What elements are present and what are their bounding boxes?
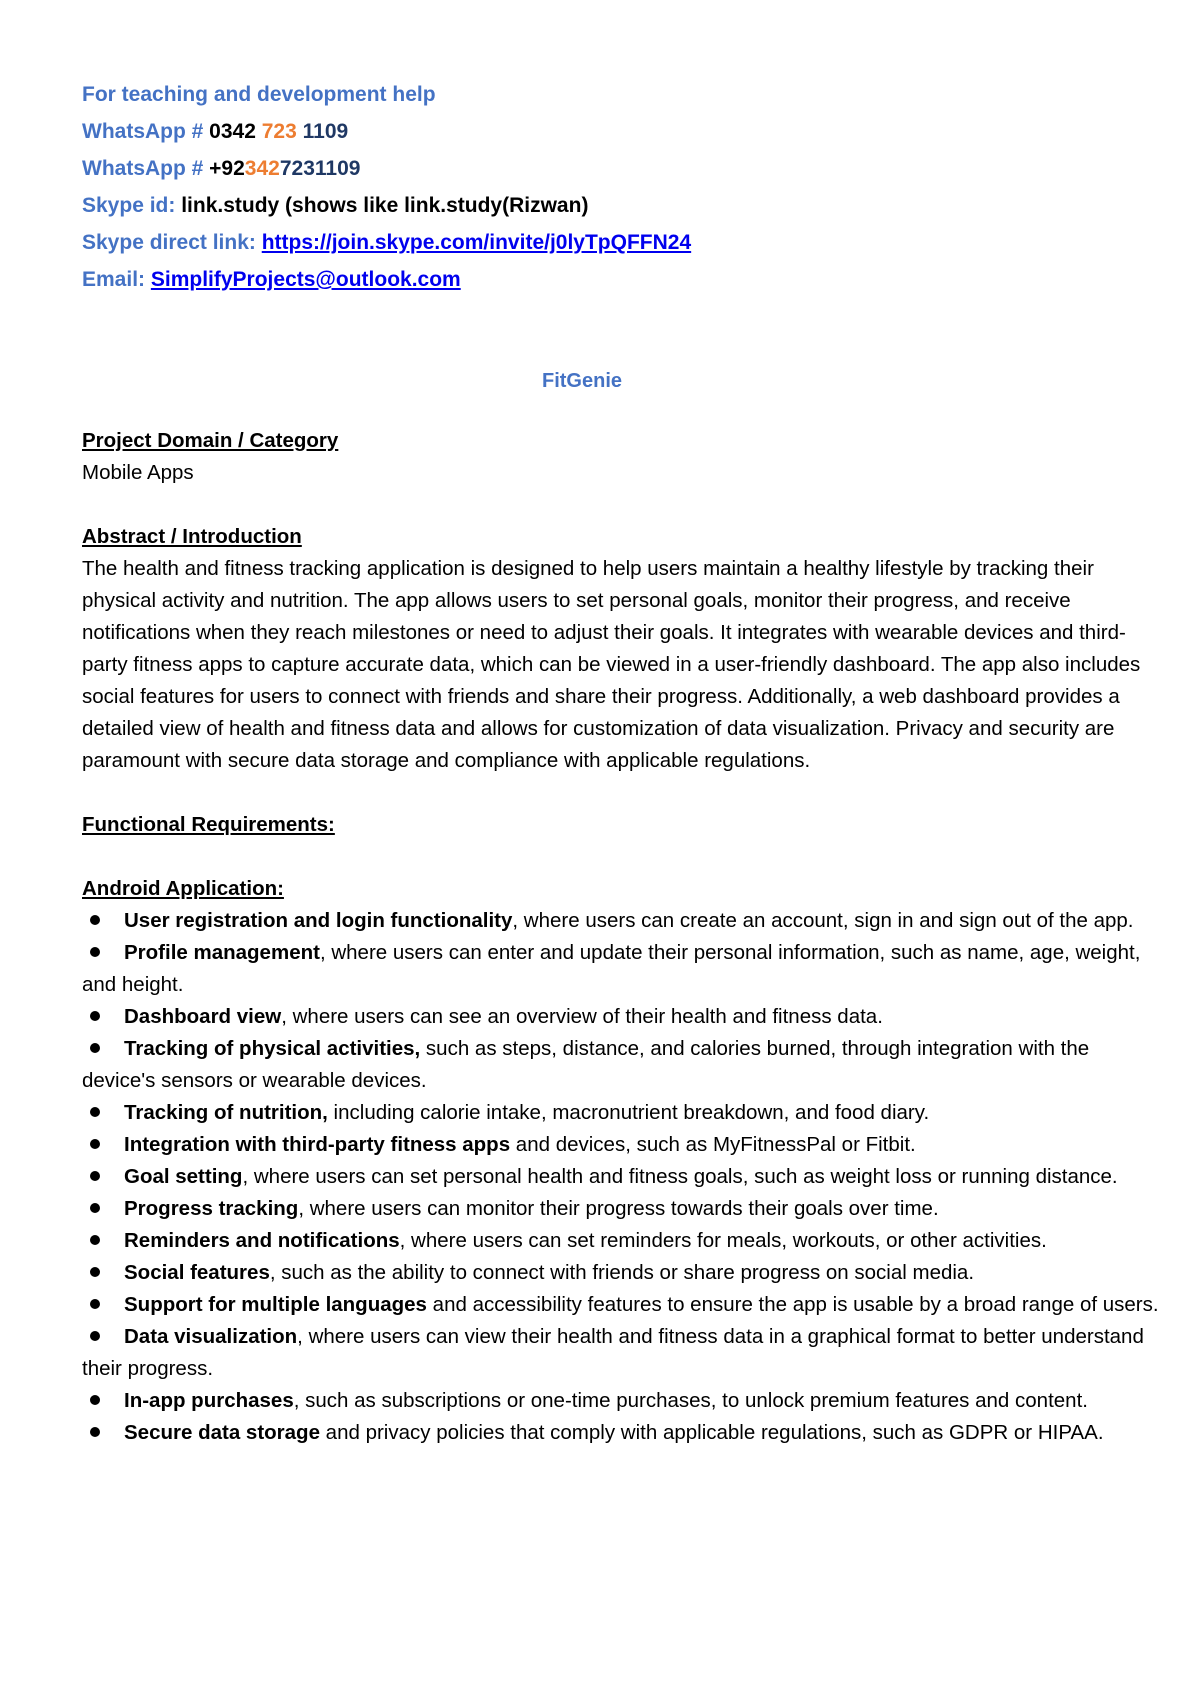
requirement-item [82, 1129, 1162, 1161]
contact-block [82, 76, 1162, 298]
requirement-title: Reminders and notifications [124, 1229, 400, 1252]
bullet-icon [90, 915, 100, 925]
requirement-item [82, 1097, 1162, 1129]
requirement-description: , where users can create an account, sign in and sign out of the app. [512, 909, 1134, 932]
requirement-description: , where users can set personal health and fitness goals, such as weight loss or running distance. [242, 1165, 1118, 1188]
requirement-item [82, 937, 1162, 1001]
requirement-title: Tracking of nutrition, [124, 1101, 328, 1124]
requirement-description: , where users can see an overview of their health and fitness data. [281, 1005, 883, 1028]
bullet-icon [90, 1203, 100, 1213]
bullet-icon [90, 1427, 100, 1437]
bullet-icon [90, 1011, 100, 1021]
abstract-text: The health and fitness tracking application is designed to help users maintain a healthy lifestyle by tracking their physical activity and nutrition. The app allows users to set personal goals, monitor their progress, and receive notifications when they reach milestones or need to adjust their goals. It integrates with wearable devices and third-party fitness apps to capture accurate data, which can be viewed in a user-friendly dashboard. The app also includes social features for users to connect with friends and share their progress. Additionally, a web dashboard provides a detailed view of health and fitness data and allows for customization of data visualization. Privacy and security are paramount with secure data storage and compliance with applicable regulations. [82, 557, 1141, 772]
domain-value: Mobile Apps [82, 461, 194, 484]
requirement-title: Profile management [124, 941, 320, 964]
email-line: Email: SimplifyProjects@outlook.com [82, 268, 461, 291]
requirement-title: Tracking of physical activities, [124, 1037, 421, 1060]
bullet-icon [90, 1139, 100, 1149]
requirement-description: , where users can set reminders for meals, workouts, or other activities. [399, 1229, 1047, 1252]
bullet-icon [90, 947, 100, 957]
skype-link-line: Skype direct link: https://join.skype.com/invite/j0lyTpQFFN24 [82, 231, 692, 254]
requirement-description: and accessibility features to ensure the app is usable by a broad range of users. [426, 1293, 1159, 1316]
requirement-title: Support for multiple languages [124, 1293, 427, 1316]
requirement-title: Social features [124, 1261, 270, 1284]
abstract-heading: Abstract / Introduction [82, 525, 302, 548]
bullet-icon [90, 1299, 100, 1309]
whatsapp-line-2: WhatsApp # +923427231109 [82, 157, 361, 180]
requirements-list [82, 905, 1162, 1449]
requirement-description: including calorie intake, macronutrient breakdown, and food diary. [327, 1101, 930, 1124]
requirement-item [82, 1193, 1162, 1225]
requirement-description: such as steps, distance, and calories burned, through integration with the device's sensors or wearable devices. [82, 1037, 1090, 1092]
skype-id-line: Skype id: link.study (shows like link.study(Rizwan) [82, 194, 589, 217]
contact-intro: For teaching and development help [82, 83, 436, 106]
document-title: FitGenie [541, 370, 622, 392]
requirement-item [82, 1257, 1162, 1289]
requirement-title: Goal setting [124, 1165, 243, 1188]
requirement-item [82, 1033, 1162, 1097]
requirement-item [82, 1385, 1162, 1417]
requirement-title: Data visualization [124, 1325, 298, 1348]
bullet-icon [90, 1331, 100, 1341]
requirement-item [82, 1321, 1162, 1385]
requirement-title: Dashboard view [124, 1005, 282, 1028]
requirement-description: , such as subscriptions or one-time purchases, to unlock premium features and content. [293, 1389, 1088, 1412]
bullet-icon [90, 1395, 100, 1405]
requirement-title: Integration with third-party fitness apps [124, 1133, 511, 1156]
requirement-title: Progress tracking [124, 1197, 299, 1220]
requirement-item [82, 1417, 1162, 1449]
domain-heading: Project Domain / Category [82, 429, 339, 452]
whatsapp-line-1: WhatsApp # 0342 723 1109 [82, 120, 349, 143]
requirement-item [82, 1161, 1162, 1193]
skype-direct-link[interactable]: https://join.skype.com/invite/j0lyTpQFFN24 [261, 231, 692, 254]
requirement-item [82, 1225, 1162, 1257]
requirement-description: , where users can monitor their progress towards their goals over time. [298, 1197, 939, 1220]
requirement-title: In-app purchases [124, 1389, 294, 1412]
bullet-icon [90, 1171, 100, 1181]
requirement-description: , where users can view their health and fitness data in a graphical format to better understand their progress. [82, 1325, 1144, 1380]
main-content [82, 425, 1162, 1449]
requirement-description: and privacy policies that comply with applicable regulations, such as GDPR or HIPAA. [319, 1421, 1104, 1444]
bullet-icon [90, 1043, 100, 1053]
requirement-item [82, 1001, 1162, 1033]
bullet-icon [90, 1235, 100, 1245]
bullet-icon [90, 1267, 100, 1277]
requirement-item [82, 905, 1162, 937]
requirement-description: , where users can enter and update their personal information, such as name, age, weight, and height. [82, 941, 1141, 996]
functional-heading: Functional Requirements: [82, 813, 335, 836]
document-page [82, 76, 1162, 1449]
bullet-icon [90, 1107, 100, 1117]
requirement-item [82, 1289, 1162, 1321]
requirement-description: , such as the ability to connect with friends or share progress on social media. [269, 1261, 975, 1284]
requirement-description: and devices, such as MyFitnessPal or Fitbit. [510, 1133, 916, 1156]
android-heading: Android Application: [82, 877, 284, 900]
email-link[interactable]: SimplifyProjects@outlook.com [150, 268, 461, 291]
requirement-title: User registration and login functionality [124, 909, 513, 932]
requirement-title: Secure data storage [124, 1421, 320, 1444]
